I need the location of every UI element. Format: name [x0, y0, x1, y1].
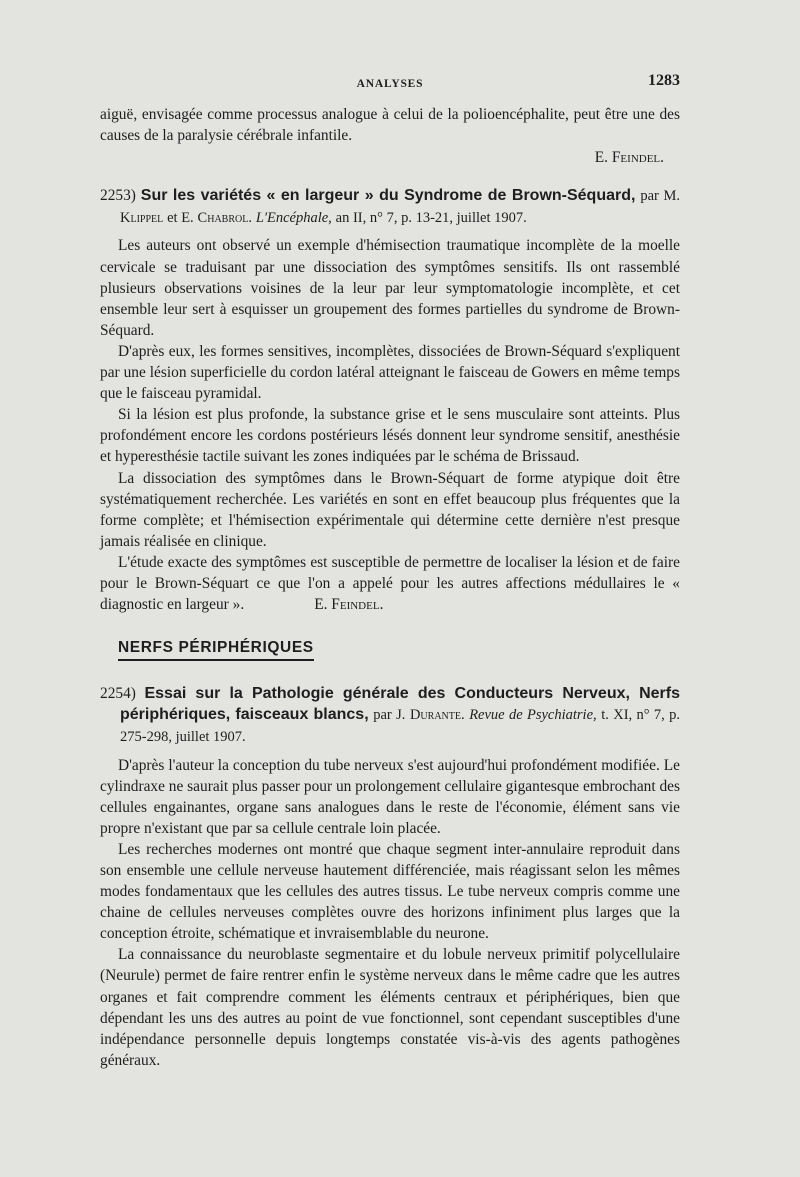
- entry-2254-paragraph: La connaissance du neuroblaste segmentaire et du lobule nerveux primitif polycellulaire (Neurule) permet de faire rentrer enfin le système nerveux dans le même cadre que les autres organes et fait comprendre comment les éléments centraux et périphériques, bien que dépendant les uns des autres au point de vue fonctionnel, sont cependant susceptibles d'une indépendance personnelle depuis longtemps constatée vis-à-vis des agents pathogènes généraux.: [100, 946, 680, 1069]
- entry-2254-author: Durante.: [409, 707, 465, 724]
- intro-signature: [100, 147, 664, 168]
- page-body: [100, 104, 680, 1071]
- intro-paragraph: aiguë, envisagée comme processus analogue à celui de la polioencéphalite, peut être une des causes de la paralysie cérébrale infantile.: [100, 106, 680, 145]
- entry-2253-number: 2253): [100, 187, 136, 205]
- entry-2253-paragraph: D'après eux, les formes sensitives, incomplètes, dissociées de Brown-Séquard s'expliquent par une lésion superficielle du cordon latéral atteignant le faisceau de Gowers en même temps que le faisceau pyramidal.: [100, 342, 680, 403]
- entry-2254-paragraph: D'après l'auteur la conception du tube nerveux s'est aujourd'hui profondément modifiée. Le cylindraxe ne saurait plus passer pour un prolongement cellulaire gigantesque embrochant des cellules engainantes, organe sans analogues dans le reste de l'économie, élément sans vie propre n'existant que par sa cellule centrale loin placée.: [100, 756, 680, 837]
- entry-2254-details: t. XI, n° 7, p. 275-298, juillet 1907.: [120, 707, 680, 746]
- entry-2253-heading: [100, 185, 680, 229]
- entry-2254-heading: [100, 683, 680, 748]
- entry-2253-paragraph: Les auteurs ont observé un exemple d'hémisection traumatique incomplète de la moelle cervicale se traduisant par une dissociation des symptômes sensitifs. Ils ont rassemblé plusieurs observations voisines de la leur par leur symptomatologie incomplète, et cet ensemble leur sert à esquisser un groupement des formes partielles du syndrome de Brown-Séquard.: [100, 237, 680, 339]
- entry-2253-last-paragraph: [100, 552, 680, 615]
- entry-2253-author1: Klippel: [120, 210, 164, 227]
- entry-2253-and: et E.: [167, 210, 194, 227]
- entry-2254-number: 2254): [100, 685, 136, 703]
- entry-2253-signature-initial: E.: [314, 596, 328, 614]
- entry-2253-author2: Chabrol.: [197, 210, 252, 227]
- entry-2253-signature: [314, 596, 383, 613]
- entry-2253-last-text: L'étude exacte des symptômes est susceptible de permettre de localiser la lésion et de faire pour le Brown-Séquart ce que l'on a appelé pour les autres affections médullaires le « diagnostic en largeur ».: [100, 553, 680, 614]
- entry-2253-paragraph: Si la lésion est plus profonde, la substance grise et le sens musculaire sont atteints. Plus profondément encore les cordons postérieurs lésés donnent leur syndrome sensitif, anesthésie et hyperesthésie tactile suivant les zones indiquées par le schéma de Brissaud.: [100, 406, 680, 466]
- entry-2254-paragraph: Les recherches modernes ont montré que chaque segment inter-annulaire reproduit dans son ensemble une cellule nerveuse hautement différenciée, mais réagissant selon les mêmes modes fondamentaux que les cellules des autres tissus. Le tube nerveux compris comme une chaine de cellules nerveuses complètes ouvre des horizons infiniment plus larges que la conception étroite, schématique et invraisemblable du neurone.: [100, 840, 680, 943]
- entry-2253-paragraph: La dissociation des symptômes dans le Brown-Séquart de forme atypique doit être systématiquement recherchée. Les variétés en sont en effet beaucoup plus fréquentes que la forme complète; et l'hémisection expérimentale qui détermine cette dernière n'est presque jamais réalisée en clinique.: [100, 469, 680, 550]
- entry-2253-journal: L'Encéphale,: [255, 210, 332, 227]
- running-header: [100, 70, 680, 94]
- section-heading: NERFS PÉRIPHÉRIQUES: [118, 637, 314, 661]
- intro-signature-initial: E.: [594, 149, 609, 167]
- entry-2253-by: par M.: [640, 188, 680, 205]
- entry-2253-signature-name: Feindel.: [331, 596, 384, 614]
- page-number: 1283: [648, 72, 680, 89]
- entry-2254-journal: Revue de Psychiatrie,: [469, 707, 597, 724]
- running-title: ANALYSES: [356, 78, 424, 90]
- entry-2253-details: an II, n° 7, p. 13-21, juillet 1907.: [335, 210, 527, 227]
- intro-signature-name: Feindel.: [611, 149, 664, 167]
- entry-2254-title: Essai sur la Pathologie générale des Conducteurs Nerveux, Nerfs périphériques, faisceaux blancs,: [120, 685, 680, 724]
- entry-2254-by: par J.: [373, 707, 406, 724]
- entry-2253-title: Sur les variétés « en largeur » du Syndrome de Brown-Séquard,: [140, 187, 636, 205]
